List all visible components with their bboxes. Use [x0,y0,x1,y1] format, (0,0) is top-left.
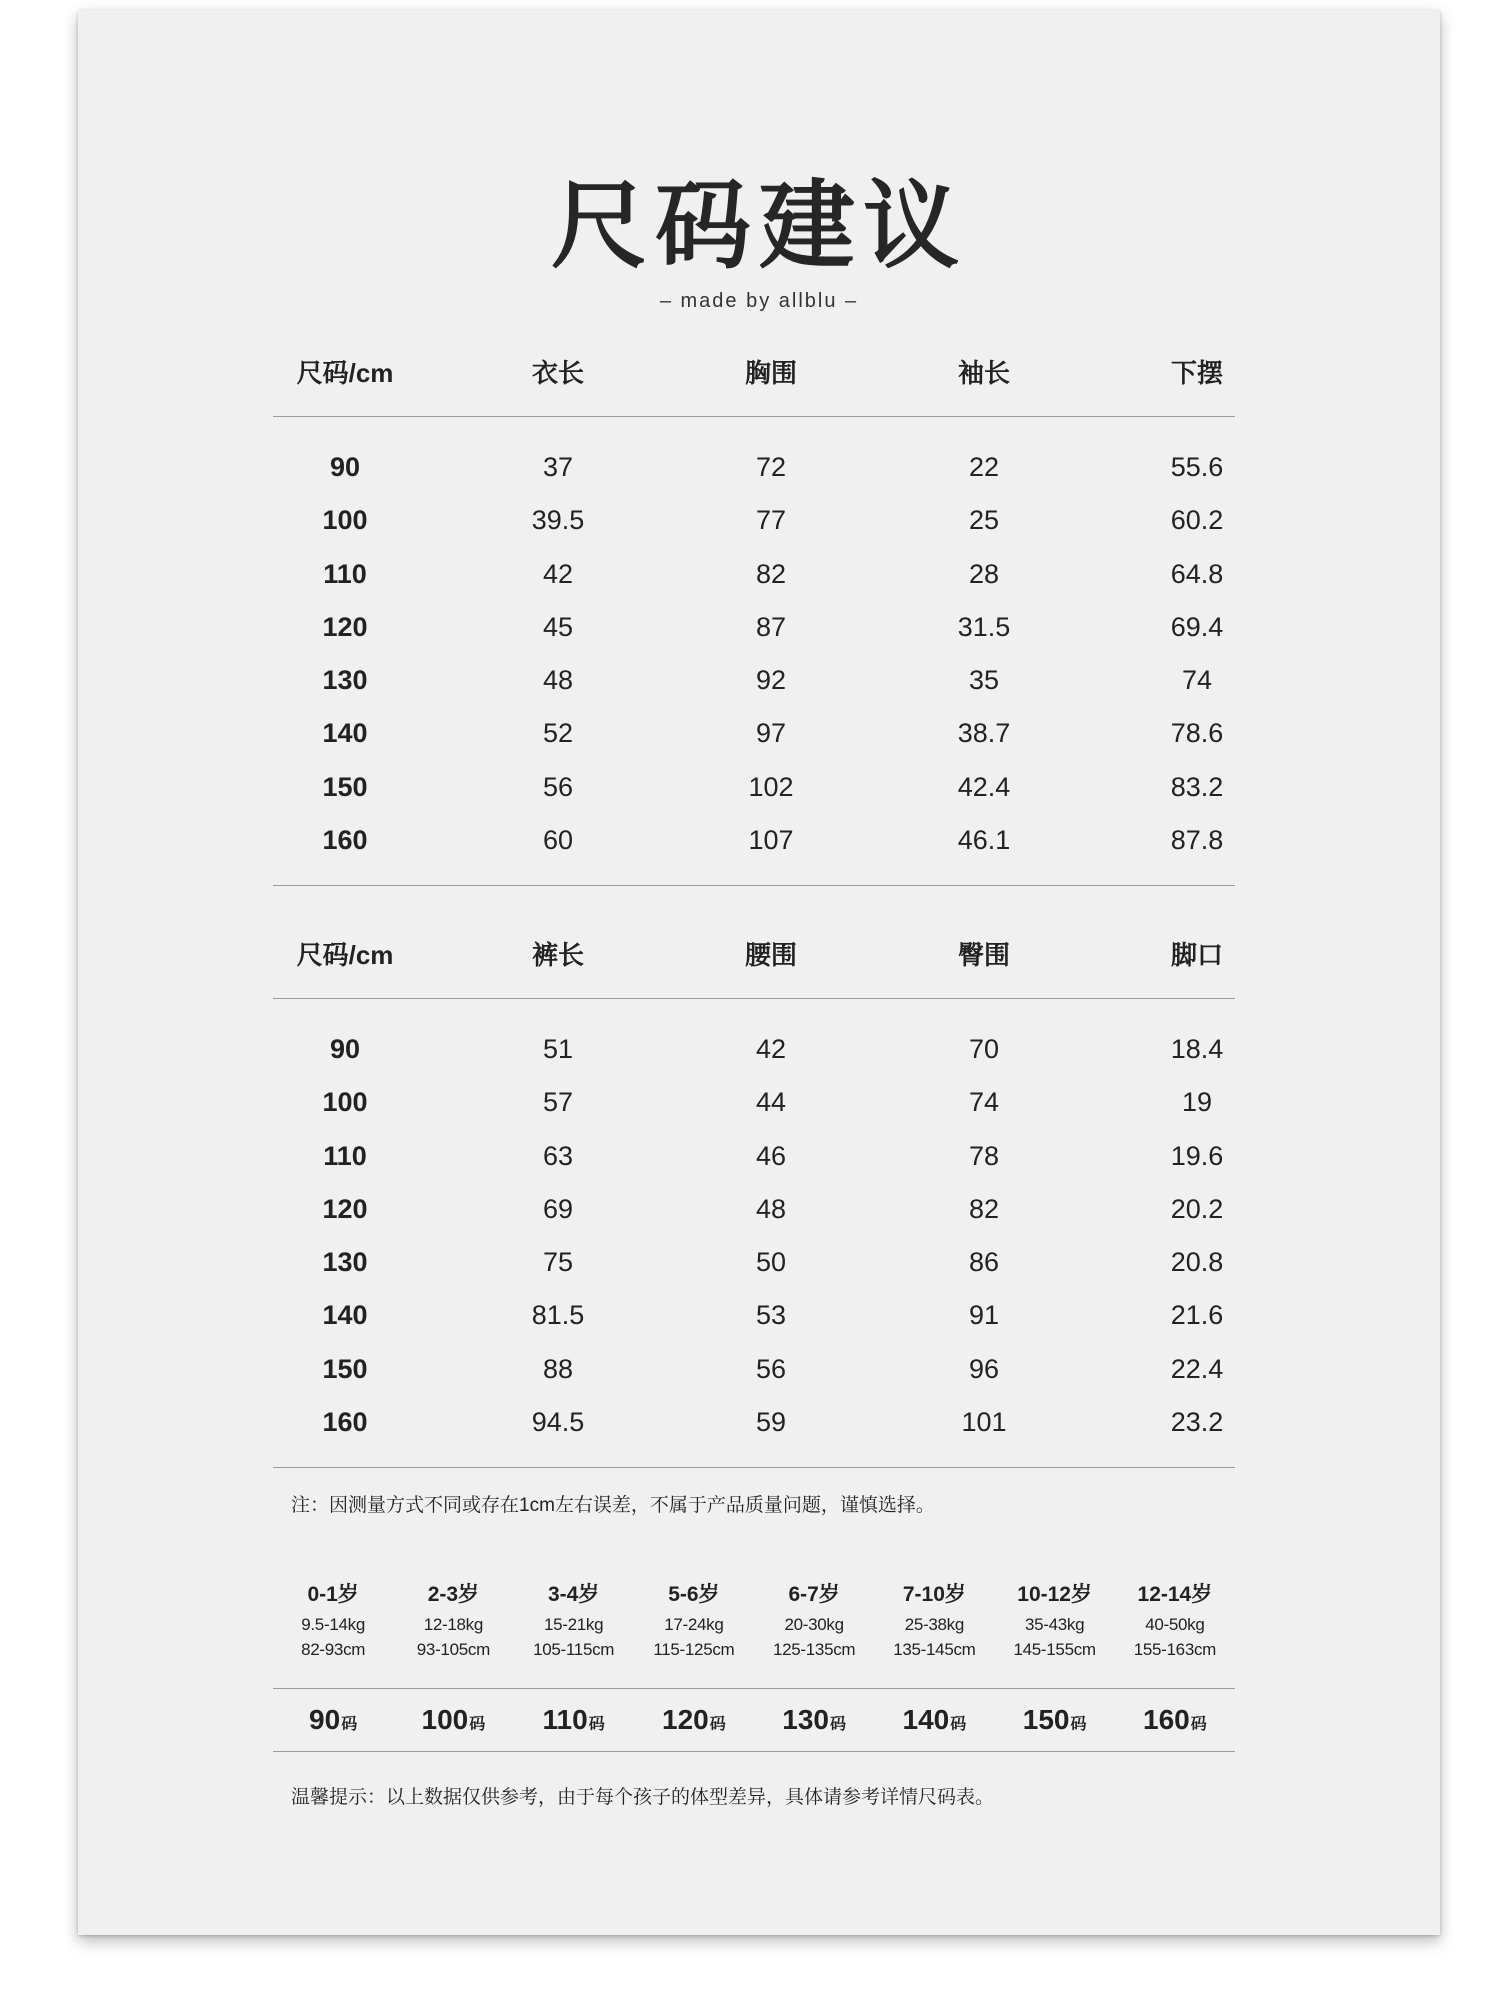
value-cell: 50 [755,1247,787,1278]
table-row [273,707,1235,760]
table-row [273,1130,1235,1183]
value-cell: 55.6 [1170,452,1224,482]
table-row [273,441,1235,494]
value-cell: 60 [542,825,574,856]
value-cell: 107 [748,825,794,856]
age-guide-ages [273,1578,1235,1688]
table-row [273,1289,1235,1342]
header-size: 尺码/cm [296,358,394,388]
header-leg-opening: 脚口 [1170,940,1223,970]
value-cell: 60.2 [1170,505,1224,536]
value-cell: 44 [755,1087,787,1118]
size-cell: 150 [322,771,368,802]
weight-range: 17-24kg [664,1615,724,1634]
size-unit: 码 [341,1716,358,1733]
size-cell: 110 [323,1140,367,1171]
height-range: 115-125cm [653,1640,735,1659]
top-table-bottom-divider [273,885,1235,886]
value-cell: 70 [968,1034,1000,1064]
value-cell: 83.2 [1170,771,1224,802]
size-cell: 160 [322,825,368,856]
height-range: 105-115cm [533,1640,615,1659]
size-unit: 码 [829,1716,846,1733]
recommended-size [393,1689,513,1751]
header-waist: 腰围 [744,940,797,970]
size-number: 90 [309,1704,341,1735]
value-cell: 91 [968,1300,1000,1331]
size-cell: 100 [322,505,368,536]
table-row [273,1023,1235,1076]
size-unit: 码 [1190,1716,1207,1733]
size-unit: 码 [709,1716,726,1733]
size-unit: 码 [469,1716,486,1733]
age-column [995,1578,1115,1662]
bottom-table-body [273,999,1235,1467]
value-cell: 86 [968,1247,1000,1278]
size-number: 150 [1022,1704,1070,1735]
header-pants-length: 裤长 [531,940,584,970]
height-range: 155-163cm [1133,1640,1217,1659]
size-number: 100 [421,1704,469,1735]
value-cell: 31.5 [957,611,1011,642]
value-cell: 81.5 [531,1300,585,1331]
value-cell: 82 [755,558,787,589]
size-number: 140 [902,1704,950,1735]
height-range: 145-155cm [1013,1640,1096,1659]
value-cell: 39.5 [531,505,585,536]
value-cell: 52 [542,718,574,749]
age-label: 3-4岁 [547,1583,600,1606]
value-cell: 82 [968,1193,1000,1224]
header-chest: 胸围 [744,358,797,388]
recommended-size [995,1689,1115,1751]
table-row [273,1343,1235,1396]
value-cell: 59 [755,1407,787,1438]
age-label: 2-3岁 [427,1583,480,1606]
header-length: 衣长 [531,358,584,388]
table-row [273,654,1235,707]
value-cell: 69 [542,1193,574,1224]
recommended-size [754,1689,874,1751]
size-number: 120 [662,1704,709,1735]
age-label: 6-7岁 [788,1583,840,1606]
age-column [754,1578,874,1662]
recommended-size [273,1689,393,1751]
age-label: 7-10岁 [902,1583,966,1606]
top-table-body [273,417,1235,885]
value-cell: 28 [968,558,1000,589]
value-cell: 88 [542,1353,574,1384]
header-hip: 臀围 [957,940,1010,970]
value-cell: 74 [968,1087,1000,1118]
value-cell: 63 [542,1140,574,1171]
header-hem: 下摆 [1170,358,1223,388]
page-subtitle: – made by allblu – [659,290,859,312]
value-cell: 72 [755,452,787,482]
table-row [273,548,1235,601]
age-column [393,1578,513,1662]
value-cell: 42 [755,1034,787,1064]
value-cell: 21.6 [1170,1300,1224,1331]
size-unit: 码 [950,1716,967,1733]
value-cell: 19 [1181,1087,1213,1118]
size-unit: 码 [1070,1716,1087,1733]
value-cell: 78.6 [1170,718,1224,749]
height-range: 82-93cm [301,1640,366,1659]
header-sleeve: 袖长 [957,358,1010,388]
value-cell: 35 [968,665,1000,696]
age-column [874,1578,994,1662]
value-cell: 69.4 [1170,611,1224,642]
size-cell: 150 [322,1353,368,1384]
size-cell: 110 [323,558,367,589]
age-label: 0-1岁 [307,1583,359,1606]
size-cell: 130 [322,665,368,696]
value-cell: 97 [755,718,787,749]
table-row [273,601,1235,654]
size-cell: 100 [322,1087,368,1118]
weight-range: 15-21kg [543,1615,604,1634]
weight-range: 25-38kg [904,1615,965,1634]
value-cell: 92 [755,665,787,696]
size-cell: 120 [322,1193,368,1224]
table-row [273,1183,1235,1236]
value-cell: 22 [968,452,1000,482]
size-guide-card [78,10,1440,1935]
recommended-size [514,1689,634,1751]
value-cell: 87.8 [1170,825,1224,856]
value-cell: 75 [542,1247,574,1278]
table-row [273,814,1235,867]
value-cell: 74 [1181,665,1213,696]
table-row [273,1396,1235,1449]
size-cell: 90 [329,1034,361,1064]
recommended-size [634,1689,754,1751]
recommended-size [1115,1689,1235,1751]
value-cell: 78 [968,1140,1000,1171]
warm-tip: 温馨提示：以上数据仅供参考，由于每个孩子的体型差异，具体请参考详情尺码表。 [291,1787,995,1808]
value-cell: 51 [542,1034,574,1064]
value-cell: 42 [542,558,574,589]
value-cell: 77 [755,505,787,536]
size-number: 160 [1143,1704,1190,1735]
value-cell: 53 [755,1300,787,1331]
table-row [273,761,1235,814]
value-cell: 87 [755,611,787,642]
value-cell: 46.1 [957,825,1011,856]
height-range: 125-135cm [772,1640,856,1659]
top-size-table [273,338,1235,886]
weight-range: 12-18kg [423,1615,484,1634]
value-cell: 23.2 [1170,1407,1224,1438]
header-size: 尺码/cm [296,940,394,970]
table-row [273,494,1235,547]
value-cell: 25 [968,505,1000,536]
age-guide-sizes [273,1689,1235,1751]
bottom-table-bottom-divider [273,1467,1235,1468]
size-cell: 160 [322,1407,368,1438]
size-cell: 140 [322,1300,368,1331]
size-number: 110 [542,1704,588,1735]
table-row [273,1236,1235,1289]
weight-range: 35-43kg [1024,1615,1085,1634]
age-label: 10-12岁 [1017,1583,1092,1606]
recommended-size [874,1689,994,1751]
value-cell: 101 [961,1407,1007,1438]
size-number: 130 [782,1704,829,1735]
age-label: 12-14岁 [1137,1583,1213,1606]
value-cell: 42.4 [957,771,1011,802]
age-size-guide [273,1578,1235,1752]
age-column [514,1578,634,1662]
page-title: 尺码建议 [551,170,967,282]
value-cell: 20.8 [1170,1247,1224,1278]
value-cell: 46 [755,1140,787,1171]
age-column [1115,1578,1235,1662]
age-guide-bottom-divider [273,1751,1235,1752]
weight-range: 9.5-14kg [301,1615,365,1634]
value-cell: 102 [748,771,794,802]
weight-range: 40-50kg [1145,1615,1205,1634]
value-cell: 22.4 [1170,1353,1224,1384]
value-cell: 56 [755,1353,787,1384]
value-cell: 20.2 [1170,1193,1224,1224]
value-cell: 96 [968,1353,1000,1384]
value-cell: 19.6 [1170,1140,1224,1171]
size-cell: 130 [322,1247,368,1278]
value-cell: 56 [542,771,574,802]
bottom-size-table [273,920,1235,1468]
value-cell: 38.7 [957,718,1011,749]
value-cell: 48 [755,1193,787,1224]
height-range: 93-105cm [416,1640,490,1659]
value-cell: 18.4 [1170,1034,1224,1064]
value-cell: 37 [542,452,574,482]
value-cell: 64.8 [1170,558,1224,589]
size-cell: 90 [329,452,361,482]
age-column [273,1578,393,1662]
age-column [634,1578,754,1662]
age-label: 5-6岁 [668,1583,720,1606]
bottom-table-header [273,920,1235,990]
value-cell: 45 [542,611,574,642]
value-cell: 57 [542,1087,574,1118]
size-cell: 140 [322,718,368,749]
value-cell: 94.5 [531,1407,585,1438]
measurement-note: 注：因测量方式不同或存在1cm左右误差，不属于产品质量问题，谨慎选择。 [291,1495,935,1516]
value-cell: 48 [542,665,574,696]
weight-range: 20-30kg [784,1615,844,1634]
table-row [273,1076,1235,1129]
size-unit: 码 [588,1716,605,1733]
top-table-header [273,338,1235,408]
size-cell: 120 [322,611,368,642]
height-range: 135-145cm [893,1640,976,1659]
